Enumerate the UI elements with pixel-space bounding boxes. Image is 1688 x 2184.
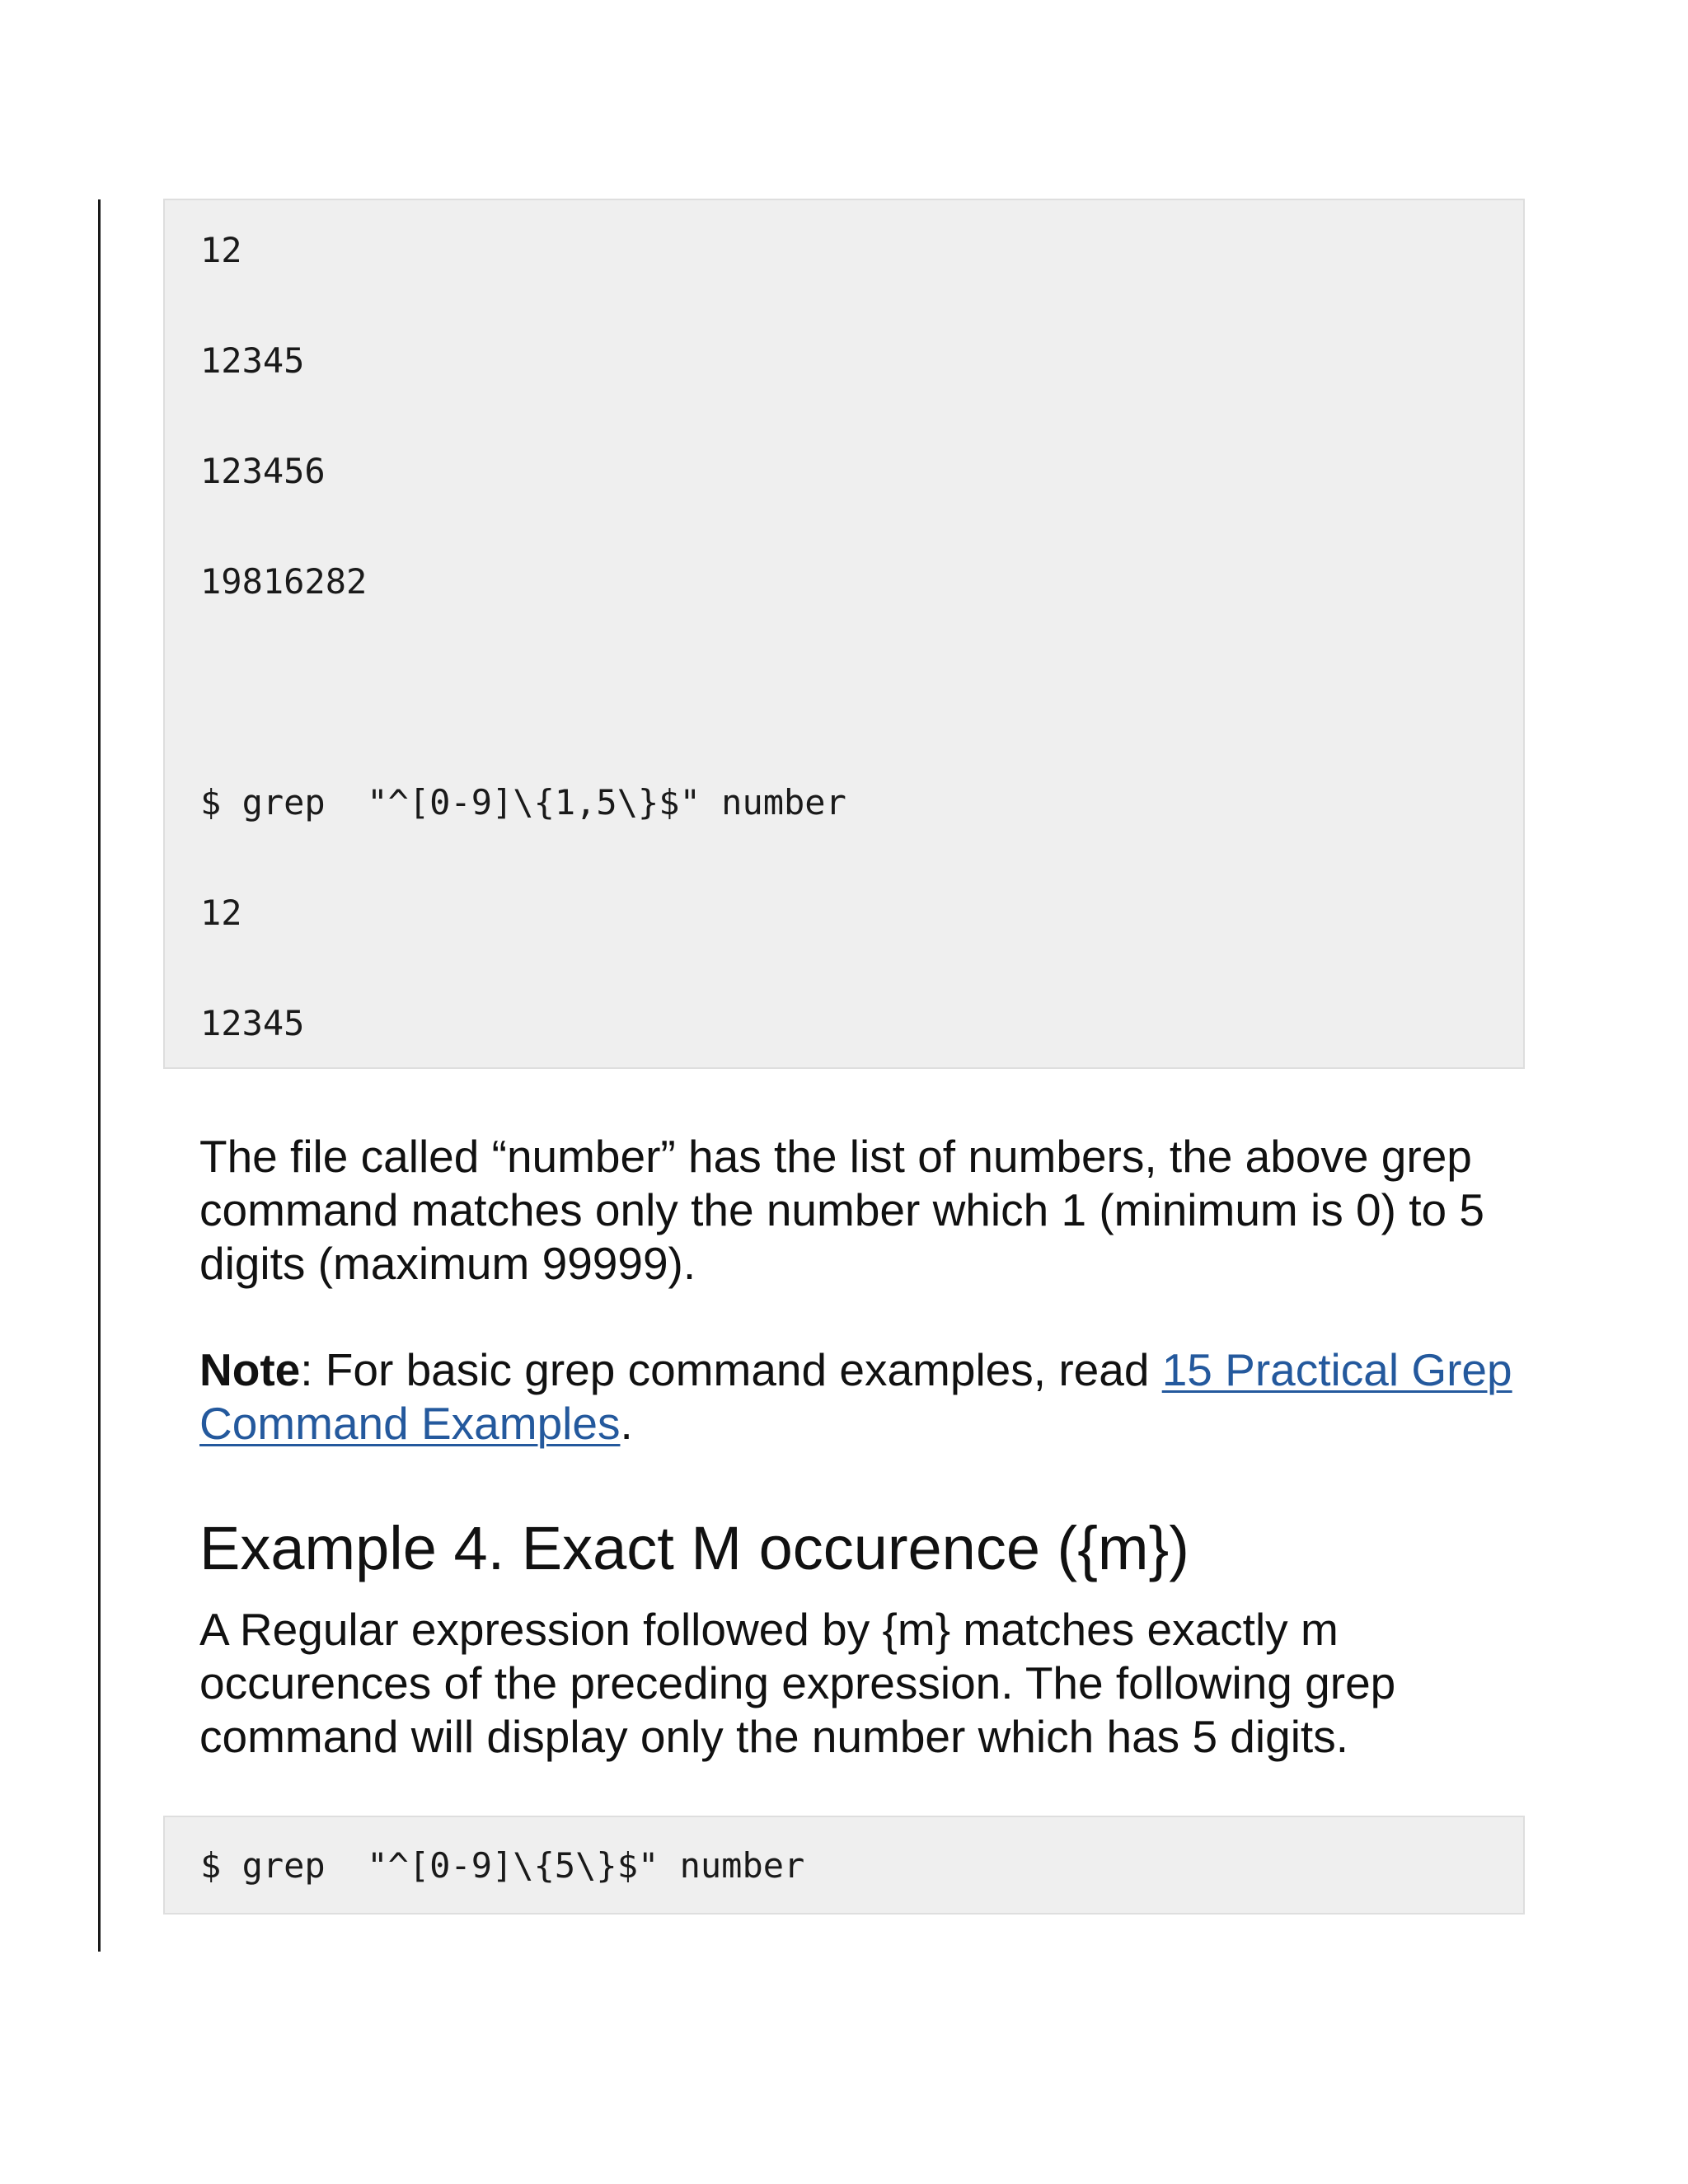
paragraph-description: A Regular expression followed by {m} matches exactly m occurences of the preceding expression. The following grep command will display only the number which has 5 digits. (199, 1604, 1396, 1762)
code-line-command: $ grep "^[0-9]\{1,5\}$" number (200, 782, 846, 823)
blockquote-left-rule (98, 199, 101, 1952)
section-heading: Example 4. Exact M occurence ({m}) (199, 1514, 1189, 1582)
note-period: . (620, 1398, 633, 1449)
code-block-command (163, 1816, 1525, 1915)
code-block-output (163, 199, 1525, 1069)
note-paragraph (199, 1343, 1518, 1451)
code-line-command: $ grep "^[0-9]\{5\}$" number (200, 1845, 805, 1886)
code-line: 12 (200, 230, 242, 270)
paragraph-explanation: The file called “number” has the list of numbers, the above grep command matches only the number which 1 (minimum is 0) to 5 digits (maximum 99999). (199, 1131, 1484, 1289)
code-line: 12 (200, 893, 242, 933)
code-line: 12345 (200, 340, 305, 381)
code-line: 123456 (200, 451, 326, 491)
practical-grep-examples-link[interactable]: 15 Practical Grep Command Examples (199, 1344, 1512, 1449)
code-line: 12345 (200, 1003, 305, 1043)
note-label: Note (199, 1344, 301, 1395)
note-text: : For basic grep command examples, read (300, 1344, 1162, 1395)
code-line: 19816282 (200, 561, 368, 602)
